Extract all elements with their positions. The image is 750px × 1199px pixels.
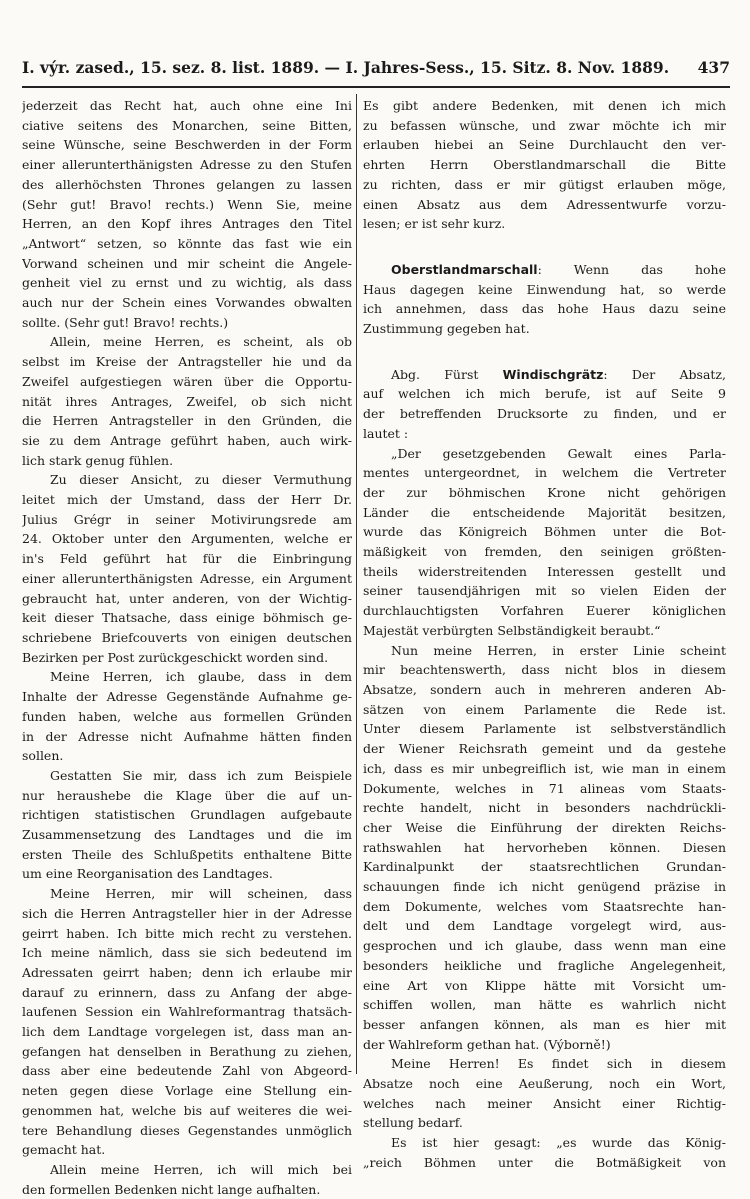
text-line: auch nur der Schein eines Vorwandes obwalten [22,295,352,311]
quote-line: Majestät verbürgten Selbständigkeit beraubt.“ [363,622,661,638]
text-line: den formellen Bedenken nicht lange aufhalten. [22,1181,321,1197]
text-line: einen Absatz aus dem Adressentwurfe vorzu- [363,196,726,212]
text-line: Unter diesem Parlamente ist selbstverständlich [363,721,726,737]
text-line: sich die Herren Antragsteller hier in der Adresse [22,905,352,921]
text-line: besser anfangen können, als man es hier mit [363,1016,726,1032]
text-line: Inhalte der Adresse Gegenstände Aufnahme ge- [22,689,352,705]
text-line: einer allerunterthänigsten Adresse zu den Stufen [22,157,352,173]
text-line: genommen hat, welche bis auf weiteres die wei- [22,1102,352,1118]
text-line: sollen. [22,748,64,764]
text-line: (Sehr gut! Bravo! rechts.) Wenn Sie, meine [22,196,352,212]
text-line: eine Art von Klippe hätte mit Vorsicht um- [363,977,726,993]
text-line: Adressaten geirrt haben; denn ich erlaube mir [22,964,352,980]
text-line: funden haben, welche aus formellen Gründen [22,708,352,724]
column-divider [356,94,357,1074]
text-line: der betreffenden Drucksorte zu finden, und er [363,406,726,422]
text-line: die Herren Antragsteller in den Gründen, die [22,413,352,429]
text-line: in's Feld geführt hat für die Einbringung [22,551,352,567]
text-line: Meine Herren! Es findet sich in diesem [391,1056,726,1072]
text-line: dem Dokumente, welches vom Staatsrechte han- [363,898,726,914]
text-line: erlauben hiebei an Seine Durchlaucht den ver- [363,137,726,153]
text-line: „Antwort“ setzen, so könnte das fast wie ein [22,235,352,251]
text-line: lesen; er ist sehr kurz. [363,216,506,232]
text-line: Haus dagegen keine Einwendung hat, so werde [363,281,726,297]
quote-line: Länder die entscheidende Majorität besitzen, [363,504,726,520]
spacer [363,234,726,260]
text-line: geirrt haben. Ich bitte mich recht zu verstehen. [22,925,352,941]
text-line: welches nach meiner Ansicht einer Richtig- [363,1095,726,1111]
spacer [363,339,726,365]
text-line: lich stark genug fühlen. [22,452,174,468]
page-number: 437 [697,58,730,77]
text-line: stellung bedarf. [363,1115,463,1131]
text-line: Gestatten Sie mir, dass ich zum Beispiele [50,767,352,783]
text-line: nur heraushebe die Klage über die auf un- [22,787,352,803]
text-line: zu befassen wünsche, und zwar möchte ich mir [363,117,726,133]
text-line: Nun meine Herren, in erster Linie scheint [391,642,726,658]
text-fragment: : Wenn das hohe [537,261,726,277]
text-line: Es ist hier gesagt: „es wurde das König- [391,1135,726,1151]
text-line: neten gegen diese Vorlage eine Stellung ein- [22,1083,352,1099]
left-column [22,96,352,1199]
text-line: rathswahlen hat hervorheben können. Diesen [363,839,726,855]
text-line: lautet : [363,425,409,441]
quote-line: seiner tausendjährigen mit so vielen Eiden der [363,583,726,599]
speaker-name: Oberstlandmarschall [391,261,538,277]
text-line: Ich meine nämlich, dass sie sich bedeutend im [22,945,352,961]
text-line: delt und dem Landtage vorgelegt wird, aus- [363,918,726,934]
text-line: Zu dieser Ansicht, zu dieser Vermuthung [50,472,352,488]
text-line: Vorwand scheinen und mir scheint die Angele- [22,255,352,271]
text-line: des allerhöchsten Thrones gelangen zu lassen [22,176,352,192]
text-line: sätzen von einem Parlamente die Rede ist. [363,701,726,717]
text-line: sie zu dem Antrage geführt haben, auch wirk- [22,432,352,448]
text-line: laufenen Session ein Wahlreformantrag thatsäch- [22,1004,352,1020]
text-line: nität ihres Antrages, Zweifel, ob sich nicht [22,393,352,409]
text-line: Herren, an den Kopf ihres Antrages den Titel [22,216,352,232]
text-line: Absatze, sondern auch in mehreren anderen Ab- [363,681,726,697]
text-line: schauungen finde ich nicht genügend präzise in [363,879,726,895]
text-line: schriebene Briefcouverts von einigen deutschen [22,629,352,645]
text-line: richtigen statistischen Grundlagen aufgebaute [22,807,352,823]
text-line: Allein meine Herren, ich will mich bei [50,1161,352,1177]
text-line: Dokumente, welches in 71 alineas vom Staats- [363,780,726,796]
header-session-info: I. výr. zased., 15. sez. 8. list. 1889. — I. Jahres-Sess., 15. Sitz. 8. Nov. 1889. [22,58,670,77]
text-line: rechte handelt, nicht in besonders nachdrückli- [363,800,726,816]
text-line: Kardinalpunkt der staatsrechtlichen Grundan- [363,859,726,875]
text-line: lich dem Landtage vorgelegen ist, dass man an- [22,1024,352,1040]
text-line: tere Behandlung dieses Gegenstandes unmöglich [22,1122,352,1138]
text-line: Allein, meine Herren, es scheint, als ob [50,334,352,350]
text-line: genheit viel zu ernst und zu wichtig, als dass [22,275,352,291]
quote-line: durchlauchtigsten Vorfahren Euerer königlichen [363,603,726,619]
text-line: ciative seitens des Monarchen, seine Bitten, [22,117,352,133]
speech-opening [363,365,726,385]
text-line: in der Adresse nicht Aufnahme hätten finden [22,728,352,744]
quote-line: wurde das Königreich Böhmen unter die Bot- [363,524,726,540]
text-line: Absatze noch eine Aeußerung, noch ein Wort, [363,1076,726,1092]
text-line: mir beachtenswerth, dass nicht blos in diesem [363,662,726,678]
text-line: keit dieser Thatsache, dass einige böhmisch ge- [22,610,352,626]
text-line: Meine Herren, ich glaube, dass in dem [50,669,352,685]
text-fragment: : Der Absatz, [603,366,726,382]
quote-line: mäßigkeit von fremden, den seinigen größten- [363,544,726,560]
text-line: einer allerunterthänigsten Adresse, ein Argument [22,570,352,586]
text-line: cher Weise die Einführung der direkten Reichs- [363,819,726,835]
text-line: schiffen wollen, man hätte es wahrlich nicht [363,997,726,1013]
quote-line: „Der gesetzgebenden Gewalt eines Parla- [391,445,726,461]
page-header [22,54,730,84]
text-line: auf welchen ich mich berufe, ist auf Seite 9 [363,386,726,402]
text-line: gefangen hat denselben in Berathung zu ziehen, [22,1043,352,1059]
text-line: sollte. (Sehr gut! Bravo! rechts.) [22,314,229,330]
text-line: Bezirken per Post zurückgeschickt worden sind. [22,649,329,665]
text-line: darauf zu erinnern, dass zu Anfang der abge- [22,984,352,1000]
text-line: jederzeit das Recht hat, auch ohne eine Ini [22,98,352,113]
text-line: der Wahlreform gethan hat. (Výborně!) [363,1036,611,1052]
text-line: Julius Grégr in seiner Motivirungsrede am [22,511,352,527]
speaker-name: Windischgrätz [502,366,604,382]
text-line: leitet mich der Umstand, dass der Herr Dr. [22,492,352,508]
text-line: Es gibt andere Bedenken, mit denen ich mich [363,98,726,113]
text-line: gebraucht hat, unter anderen, von der Wichtig- [22,590,352,606]
quote-line: theils widerstreitenden Interessen gestellt und [363,563,726,579]
text-line: Zusammensetzung des Landtages und die im [22,827,352,843]
text-line: „reich Böhmen unter die Botmäßigkeit von [363,1154,726,1170]
text-line: ich annehmen, dass das hohe Haus dazu seine [363,301,726,317]
text-line: zu richten, dass er mir gütigst erlauben möge, [363,176,726,192]
right-column [363,96,726,1173]
text-line: dass aber eine bedeutende Zahl von Abgeord- [22,1063,352,1079]
text-line: um eine Reorganisation des Landtages. [22,866,273,882]
speaker-prefix: Abg. Fürst [391,366,479,382]
text-line: seine Wünsche, seine Beschwerden in der Form [22,137,352,153]
text-line: ehrten Herrn Oberstlandmarschall die Bitte [363,157,726,173]
speech-opening [363,260,726,280]
quote-line: der zur böhmischen Krone nicht gehörigen [363,484,726,500]
text-line: besonders heikliche und fragliche Angelegenheit, [363,957,726,973]
text-line: 24. Oktober unter den Argumenten, welche er [22,531,352,547]
quote-line: mentes untergeordnet, in welchem die Vertreter [363,465,726,481]
header-rule [22,86,730,88]
text-line: gesprochen und ich glaube, dass wenn man eine [363,938,726,954]
text-line: ersten Theile des Schlußpetits enthaltene Bitte [22,846,352,862]
text-line: ich, dass es mir unbegreiflich ist, wie man in einem [363,760,726,776]
text-line: selbst im Kreise der Antragsteller hie und da [22,354,352,370]
text-line: der Wiener Reichsrath gemeint und da gestehe [363,741,726,757]
text-line: gemacht hat. [22,1142,106,1158]
text-line: Zustimmung gegeben hat. [363,321,530,337]
text-line: Zweifel aufgestiegen wären über die Opportu- [22,373,352,389]
text-line: Meine Herren, mir will scheinen, dass [50,886,352,902]
